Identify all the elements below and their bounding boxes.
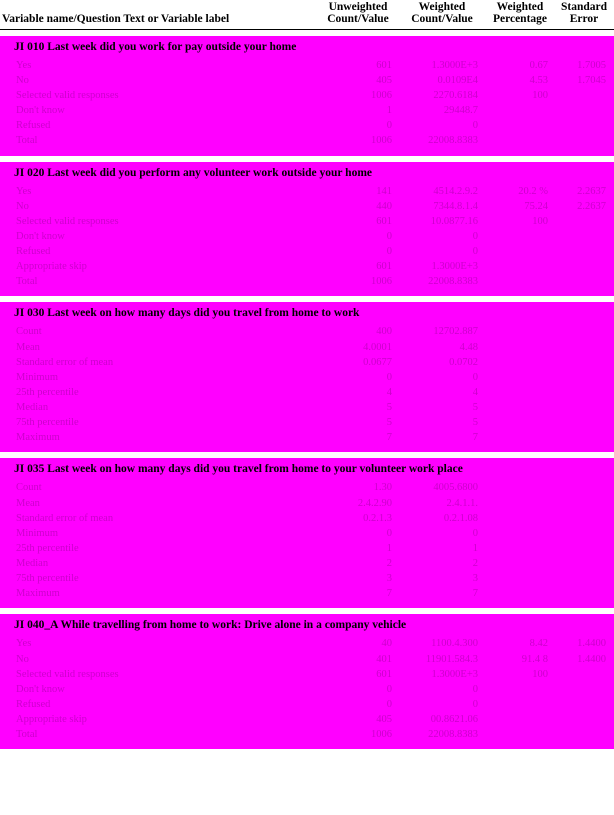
row-unweighted: 0.0677 [318,355,400,370]
row-label: Count [0,324,318,339]
row-label: Refused [0,244,318,259]
row-weighted: 1.3000E+3 [400,58,486,73]
row-percentage [486,118,556,133]
table-row [0,88,614,103]
table-row [0,133,614,148]
row-weighted: 1.3000E+3 [400,259,486,274]
table-row [0,511,614,526]
row-standard-error: 1.7005 [556,58,614,73]
section-bottom-spacer [0,289,614,296]
row-percentage [486,727,556,742]
row-unweighted: 5 [318,415,400,430]
row-unweighted: 7 [318,586,400,601]
row-weighted: 29448.7 [400,103,486,118]
row-unweighted: 601 [318,58,400,73]
row-percentage [486,103,556,118]
row-standard-error [556,324,614,339]
row-percentage: 4.53 [486,73,556,88]
row-label: Yes [0,636,318,651]
row-percentage [486,571,556,586]
row-standard-error [556,103,614,118]
table-row [0,244,614,259]
section-bottom-spacer-cell [0,742,614,749]
column-header-weighted-line1: Weighted [418,1,466,13]
row-weighted: 0.2.1.08 [400,511,486,526]
section-bottom-spacer [0,742,614,749]
section-header-row [0,36,614,58]
row-percentage [486,697,556,712]
row-standard-error [556,244,614,259]
row-percentage: 91.4 8 [486,652,556,667]
row-unweighted: 1 [318,103,400,118]
row-standard-error [556,214,614,229]
row-weighted: 22008.8383 [400,727,486,742]
row-label: No [0,73,318,88]
row-label: No [0,199,318,214]
row-percentage [486,385,556,400]
section-bottom-spacer-cell [0,445,614,452]
row-label: 25th percentile [0,385,318,400]
table-row [0,385,614,400]
table-row [0,103,614,118]
row-label: 75th percentile [0,571,318,586]
column-header-variable: Variable name/Question Text or Variable label [0,0,318,29]
row-weighted: 10.0877.16 [400,214,486,229]
row-unweighted: 141 [318,184,400,199]
row-unweighted: 601 [318,667,400,682]
row-weighted: 0 [400,526,486,541]
row-label: Yes [0,184,318,199]
table-row [0,586,614,601]
row-percentage [486,496,556,511]
row-standard-error [556,340,614,355]
row-weighted: 0 [400,697,486,712]
row-label: No [0,652,318,667]
row-unweighted: 5 [318,400,400,415]
row-standard-error: 1.4400 [556,652,614,667]
row-label: 75th percentile [0,415,318,430]
row-weighted: 11901.584.3 [400,652,486,667]
row-unweighted: 1006 [318,133,400,148]
row-label: Refused [0,697,318,712]
table-row [0,727,614,742]
row-standard-error [556,496,614,511]
row-label: Selected valid responses [0,667,318,682]
row-unweighted: 1006 [318,88,400,103]
section-bottom-spacer [0,445,614,452]
section-header-row [0,162,614,184]
row-weighted: 2 [400,556,486,571]
section-header-cell [0,614,614,636]
row-weighted: 4005.6800 [400,480,486,495]
table-row [0,667,614,682]
section-header-cell [0,162,614,184]
row-percentage [486,133,556,148]
table-row [0,430,614,445]
row-percentage [486,324,556,339]
section-bottom-spacer-cell [0,289,614,296]
table-row [0,340,614,355]
row-weighted: 3 [400,571,486,586]
row-label: 25th percentile [0,541,318,556]
table-row [0,370,614,385]
row-standard-error: 1.4400 [556,636,614,651]
row-standard-error [556,400,614,415]
column-header-weighted [400,0,486,29]
row-percentage: 20.2 % [486,184,556,199]
row-standard-error [556,385,614,400]
row-unweighted: 440 [318,199,400,214]
row-weighted: 2270.6184 [400,88,486,103]
row-standard-error [556,667,614,682]
table-row [0,556,614,571]
row-label: Don't know [0,229,318,244]
row-weighted: 7344.8.1.4 [400,199,486,214]
row-weighted: 0.0109E4 [400,73,486,88]
row-label: Maximum [0,586,318,601]
row-standard-error [556,541,614,556]
section-header-row [0,302,614,324]
table-header-row [0,0,614,29]
row-weighted: 1.3000E+3 [400,667,486,682]
row-standard-error [556,259,614,274]
row-standard-error [556,133,614,148]
row-percentage: 8.42 [486,636,556,651]
row-standard-error: 2.2637 [556,184,614,199]
row-percentage [486,415,556,430]
row-percentage [486,682,556,697]
table-row [0,214,614,229]
table-row [0,712,614,727]
row-percentage: 0.67 [486,58,556,73]
row-standard-error [556,229,614,244]
table-row [0,682,614,697]
row-label: Median [0,400,318,415]
row-percentage: 100 [486,214,556,229]
row-standard-error [556,430,614,445]
row-weighted: 1100.4.300 [400,636,486,651]
row-unweighted: 4.0001 [318,340,400,355]
row-weighted: 1 [400,541,486,556]
row-unweighted: 0.2.1.3 [318,511,400,526]
row-percentage [486,229,556,244]
row-label: Refused [0,118,318,133]
table-row [0,58,614,73]
table-row [0,355,614,370]
row-standard-error [556,88,614,103]
row-weighted: 0.0702 [400,355,486,370]
row-label: Median [0,556,318,571]
row-percentage [486,400,556,415]
row-unweighted: 1.30 [318,480,400,495]
row-percentage [486,244,556,259]
row-label: Mean [0,496,318,511]
section-header-row [0,614,614,636]
row-percentage [486,430,556,445]
row-unweighted: 3 [318,571,400,586]
row-weighted: 0 [400,682,486,697]
row-label: Total [0,274,318,289]
row-weighted: 12702.887 [400,324,486,339]
row-percentage: 100 [486,88,556,103]
section-bottom-spacer-cell [0,601,614,608]
row-label: Mean [0,340,318,355]
column-header-percentage [486,0,556,29]
row-label: Don't know [0,682,318,697]
row-unweighted: 0 [318,118,400,133]
row-standard-error [556,697,614,712]
row-label: Maximum [0,430,318,445]
row-label: Total [0,133,318,148]
row-label: Standard error of mean [0,355,318,370]
row-unweighted: 405 [318,73,400,88]
row-standard-error [556,370,614,385]
table-row [0,324,614,339]
row-weighted: 22008.8383 [400,274,486,289]
row-percentage [486,355,556,370]
row-standard-error [556,727,614,742]
table-row [0,118,614,133]
row-unweighted: 0 [318,370,400,385]
row-weighted: 00.8621.06 [400,712,486,727]
row-weighted: 4.48 [400,340,486,355]
row-label: Don't know [0,103,318,118]
table-row [0,73,614,88]
row-label: Count [0,480,318,495]
row-label: Selected valid responses [0,214,318,229]
row-unweighted: 400 [318,324,400,339]
row-weighted: 7 [400,430,486,445]
table-row [0,652,614,667]
row-label: Selected valid responses [0,88,318,103]
table-row [0,697,614,712]
section-header-cell [0,458,614,480]
table-row [0,184,614,199]
row-standard-error [556,682,614,697]
row-label: Appropriate skip [0,259,318,274]
row-unweighted: 401 [318,652,400,667]
row-percentage [486,712,556,727]
table-row [0,259,614,274]
row-standard-error [556,355,614,370]
row-weighted: 2.4.1.1. [400,496,486,511]
row-percentage [486,556,556,571]
row-unweighted: 2.4.2.90 [318,496,400,511]
row-standard-error: 1.7045 [556,73,614,88]
row-unweighted: 0 [318,682,400,697]
row-percentage: 75.24 [486,199,556,214]
row-weighted: 7 [400,586,486,601]
row-standard-error [556,118,614,133]
table-header [0,0,614,29]
row-weighted: 5 [400,415,486,430]
section-title: JI 035 Last week on how many days did you travel from home to your volunteer work place [0,458,614,480]
row-unweighted: 7 [318,430,400,445]
row-standard-error [556,571,614,586]
table-row [0,480,614,495]
row-percentage [486,274,556,289]
section-bottom-spacer [0,601,614,608]
row-weighted: 0 [400,370,486,385]
row-label: Standard error of mean [0,511,318,526]
row-weighted: 22008.8383 [400,133,486,148]
row-standard-error [556,586,614,601]
row-percentage [486,511,556,526]
column-header-unweighted [318,0,400,29]
column-header-unweighted-line1: Unweighted [328,1,388,13]
section-bottom-spacer [0,149,614,156]
column-header-percentage-line2: Percentage [492,13,548,26]
row-label: Minimum [0,370,318,385]
row-standard-error [556,415,614,430]
row-unweighted: 601 [318,214,400,229]
table-row [0,571,614,586]
section-title: JI 020 Last week did you perform any volunteer work outside your home [0,162,614,184]
table-row [0,199,614,214]
row-percentage [486,586,556,601]
row-unweighted: 405 [318,712,400,727]
row-label: Yes [0,58,318,73]
table-row [0,400,614,415]
column-header-standard-error [556,0,614,29]
section-title: JI 040_A While travelling from home to work: Drive alone in a company vehicle [0,614,614,636]
row-unweighted: 0 [318,229,400,244]
table-row [0,526,614,541]
column-header-unweighted-line2: Count/Value [327,13,389,26]
row-percentage [486,340,556,355]
column-header-percentage-line1: Weighted [496,1,544,13]
section-header-cell [0,302,614,324]
table-row [0,274,614,289]
section-title: JI 030 Last week on how many days did you travel from home to work [0,302,614,324]
row-label: Minimum [0,526,318,541]
row-unweighted: 601 [318,259,400,274]
row-standard-error [556,556,614,571]
row-percentage [486,480,556,495]
row-standard-error [556,526,614,541]
row-standard-error [556,274,614,289]
row-unweighted: 0 [318,244,400,259]
row-percentage [486,541,556,556]
row-weighted: 0 [400,244,486,259]
row-standard-error [556,511,614,526]
row-weighted: 0 [400,229,486,244]
table-row [0,541,614,556]
row-weighted: 4514.2.9.2 [400,184,486,199]
row-weighted: 5 [400,400,486,415]
row-standard-error: 2.2637 [556,199,614,214]
row-percentage [486,259,556,274]
table-row [0,636,614,651]
row-unweighted: 40 [318,636,400,651]
column-header-error-line1: Standard [560,1,608,13]
row-unweighted: 0 [318,697,400,712]
row-percentage [486,526,556,541]
row-unweighted: 0 [318,526,400,541]
section-header-cell [0,36,614,58]
section-bottom-spacer-cell [0,149,614,156]
column-header-weighted-line2: Count/Value [411,13,473,26]
row-standard-error [556,480,614,495]
row-standard-error [556,712,614,727]
row-weighted: 0 [400,118,486,133]
row-unweighted: 1006 [318,727,400,742]
table-row [0,229,614,244]
row-unweighted: 1006 [318,274,400,289]
section-header-row [0,458,614,480]
row-label: Appropriate skip [0,712,318,727]
row-weighted: 4 [400,385,486,400]
table-row [0,496,614,511]
row-percentage [486,370,556,385]
row-unweighted: 1 [318,541,400,556]
row-unweighted: 2 [318,556,400,571]
row-percentage: 100 [486,667,556,682]
row-label: Total [0,727,318,742]
table-row [0,415,614,430]
section-title: JI 010 Last week did you work for pay outside your home [0,36,614,58]
column-header-error-line2: Error [569,13,599,26]
row-unweighted: 4 [318,385,400,400]
table-body [0,29,614,749]
